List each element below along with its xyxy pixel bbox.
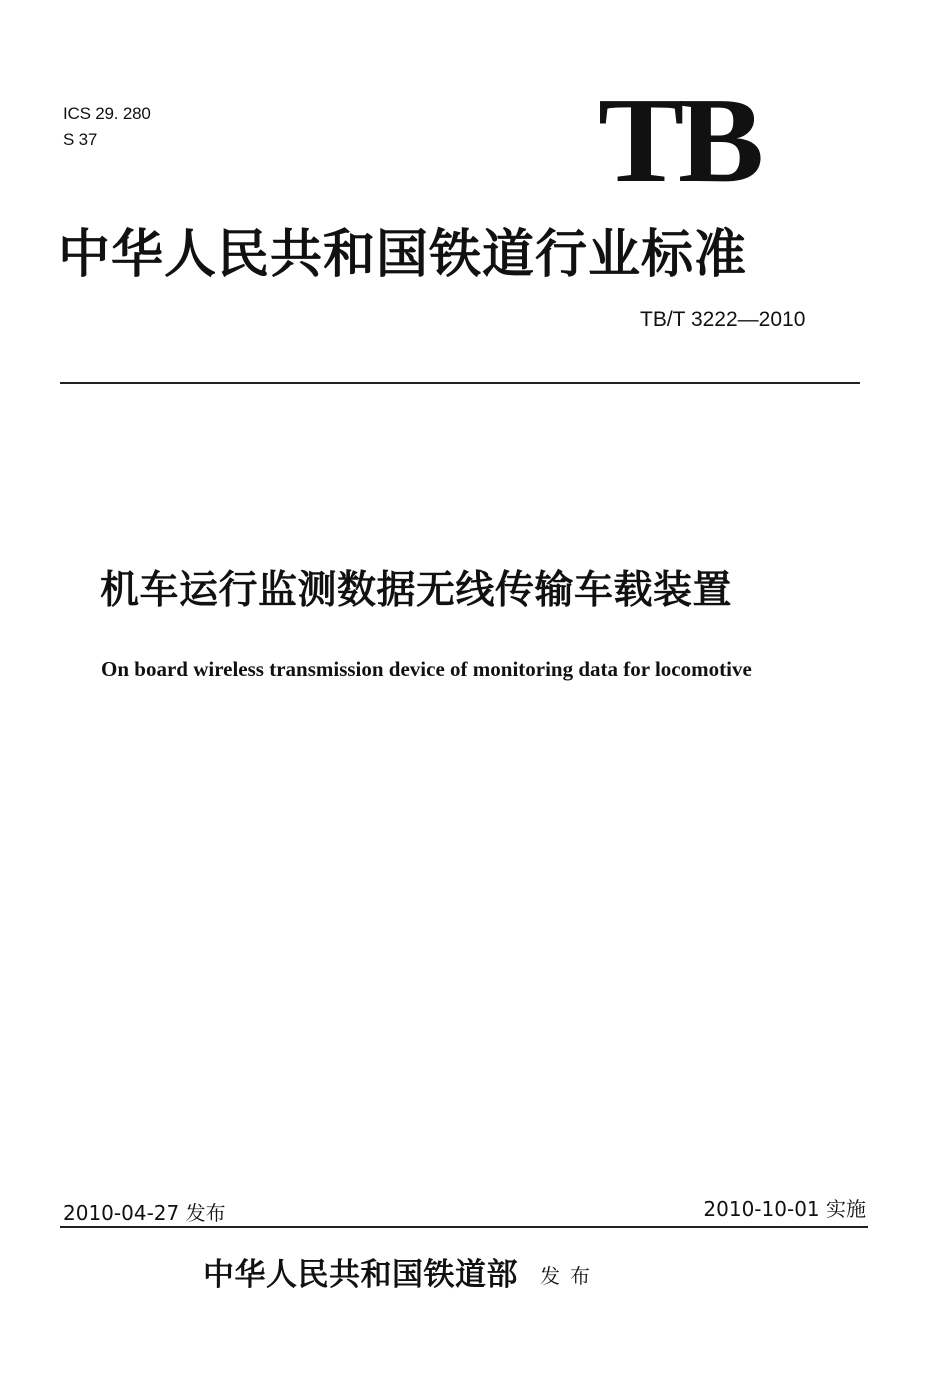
- issue-date: 2010-04-27 发布: [63, 1201, 226, 1225]
- document-title-en: On board wireless transmission device of monitoring data for locomotive: [101, 657, 752, 681]
- classification-codes: [63, 101, 151, 153]
- ccs-code: S 37: [63, 130, 98, 149]
- publisher-name: 中华人民共和国铁道部: [203, 1257, 518, 1293]
- header-divider: [60, 382, 860, 384]
- tb-logo: TB: [598, 73, 758, 208]
- header-title: 中华人民共和国铁道行业标准: [58, 224, 748, 285]
- footer-divider: [60, 1226, 868, 1228]
- implementation-date: 2010-10-01 实施: [703, 1197, 866, 1221]
- document-title-zh: 机车运行监测数据无线传输车载装置: [100, 568, 733, 613]
- publisher-action: 发布: [540, 1264, 600, 1288]
- publisher-line: [203, 1255, 600, 1295]
- standard-number: TB/T 3222—2010: [640, 308, 806, 331]
- ics-code: ICS 29. 280: [63, 104, 151, 123]
